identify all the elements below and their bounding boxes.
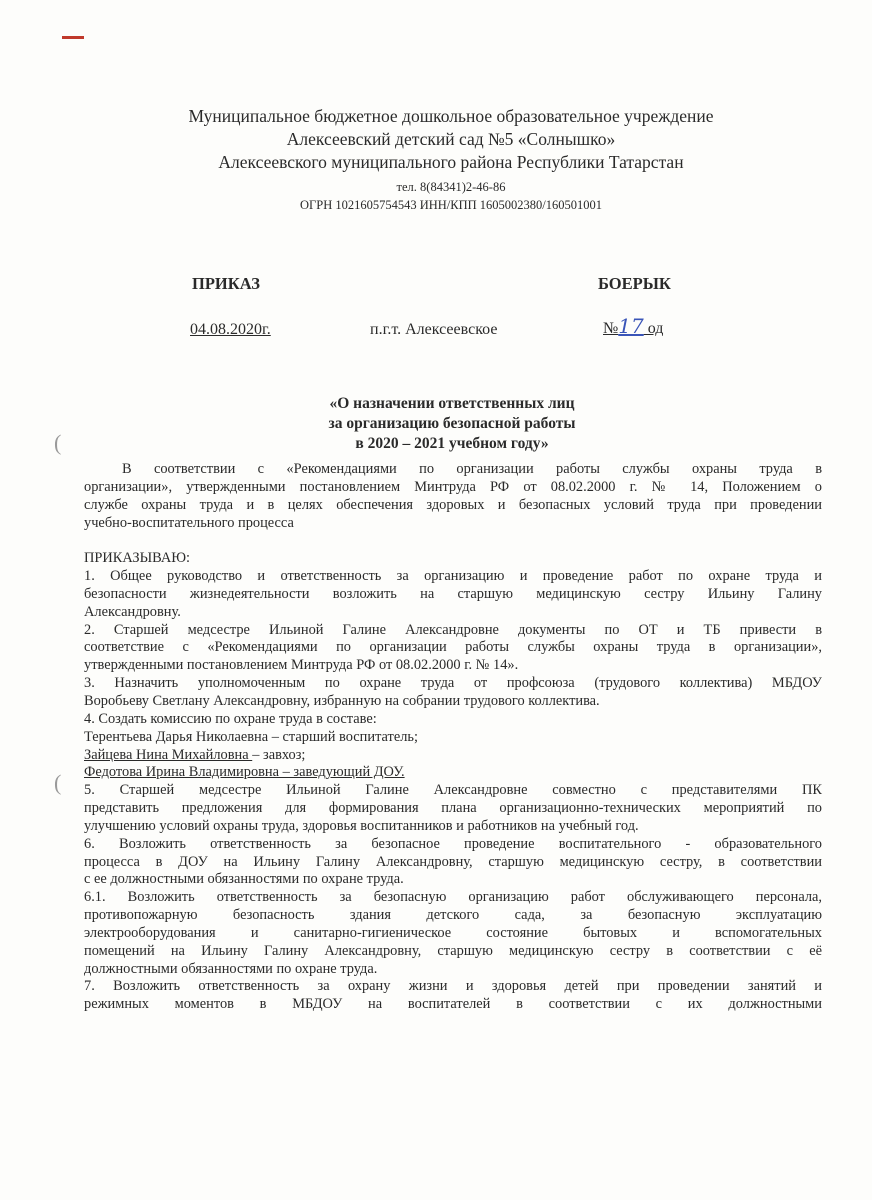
commission-member [84,747,822,765]
order-title-line: за организацию безопасной работы [328,415,576,432]
institution-ids: ОГРН 1021605754543 ИНН/КПП 1605002380/160501001 [299,198,603,212]
order-title-line: в 2020 – 2021 учебном году» [355,435,549,452]
body-line: Воробьеву Светлану Александровну, избранную на собрании трудового коллектива. [84,692,600,709]
body-line: безопасности жизнедеятельности возложить на старшую медицинскую сестру Ильину Галину [84,585,822,602]
member-name: Зайцева Нина Михайловна [84,746,253,763]
body-line: противопожарную безопасность здания детского сада, за безопасную эксплуатацию [84,907,822,924]
hole-punch-mark: ( [54,770,62,795]
body-line: 1. Общее руководство и ответственность за организацию и проведение работ по охране труда и [84,568,822,585]
institution-region: Алексеевского муниципального района Республики Татарстан [218,152,684,172]
hole-punch-mark: ( [54,430,62,455]
body-line: электрооборудования и санитарно-гигиеническое состояние бытовых и вспомогательных [84,924,822,941]
body-line: учебно-воспитательного процесса [84,514,294,531]
body-line: В соответствии с «Рекомендациями по организации работы службы охраны труда в [122,461,822,477]
member-role: – завхоз; [252,746,306,763]
order-title-line: «О назначении ответственных лиц [329,395,575,412]
body-line: 7. Возложить ответственность за охрану жизни и здоровья детей при проведении занятий и [84,978,822,995]
body-line: процесса в ДОУ на Ильину Галину Александровну, старшую медицинскую сестру, в соответствии [84,853,822,870]
body-line: 4. Создать комиссию по охране труда в составе: [84,710,377,727]
body-line: 6. Возложить ответственность за безопасное проведение воспитательного - образовательного [84,835,822,852]
body-line: улучшению условий охраны труда, здоровья воспитанников и работников на учебный год. [84,817,639,834]
red-scan-mark [62,36,84,39]
commission-member: Терентьева Дарья Николаевна – старший воспитатель; [84,728,418,745]
institution-phone: тел. 8(84341)2-46-86 [396,180,506,194]
body-line: представить предложения для формирования плана организационно-технических мероприятий по [84,800,822,817]
body-line: утвержденными постановлением Минтруда РФ от 08.02.2000 г. № 14». [84,657,519,674]
order-label-ru: ПРИКАЗ [192,274,260,293]
commission-member: Федотова Ирина Владимировна – заведующий ДОУ. [84,764,405,781]
handwritten-number: 17 [618,314,644,338]
institution-subname: Алексеевский детский сад №5 «Солнышко» [286,129,616,149]
number-sign: № [603,320,619,337]
institution-name: Муниципальное бюджетное дошкольное образовательное учреждение [188,106,714,126]
order-place: п.г.т. Алексеевское [370,321,498,338]
body-line: Александровну. [84,603,181,620]
number-suffix: од [643,320,664,337]
order-label-tt: БОЕРЫК [598,274,671,293]
body-line: с ее должностными обязанностями по охране труда. [84,871,404,888]
body-line: должностными обязанностями по охране труда. [84,960,378,977]
body-line: 6.1. Возложить ответственность за безопасную организацию работ обслуживающего персонала, [84,889,822,906]
order-body [84,461,822,1014]
body-line: службе охраны труда и в целях обеспечения здоровых и безопасных условий труда при проведении [84,496,822,513]
body-line: соответствие с «Рекомендациями по организации работы службы охраны труда в организации», [84,639,822,656]
body-line: помещений на Ильину Галину Александровну, старшую медицинскую сестру в соответствии с её [84,942,822,959]
order-number [603,314,663,338]
order-directive: ПРИКАЗЫВАЮ: [84,550,191,567]
body-line: 2. Старшей медсестре Ильиной Галине Александровне документы по ОТ и ТБ привести в [84,621,822,638]
body-line: 3. Назначить уполномоченным по охране труда от профсоюза (трудового коллектива) МБДОУ [84,675,822,692]
order-date: 04.08.2020г. [190,321,271,338]
body-line: режимных моментов в МБДОУ на воспитателей в соответствии с их должностными [84,996,822,1013]
body-line: 5. Старшей медсестре Ильиной Галине Александровне совместно с представителями ПК [84,782,822,799]
body-line: организации», утвержденными постановлением Минтруда РФ от 08.02.2000 г. № 14, Положением о [84,478,822,495]
